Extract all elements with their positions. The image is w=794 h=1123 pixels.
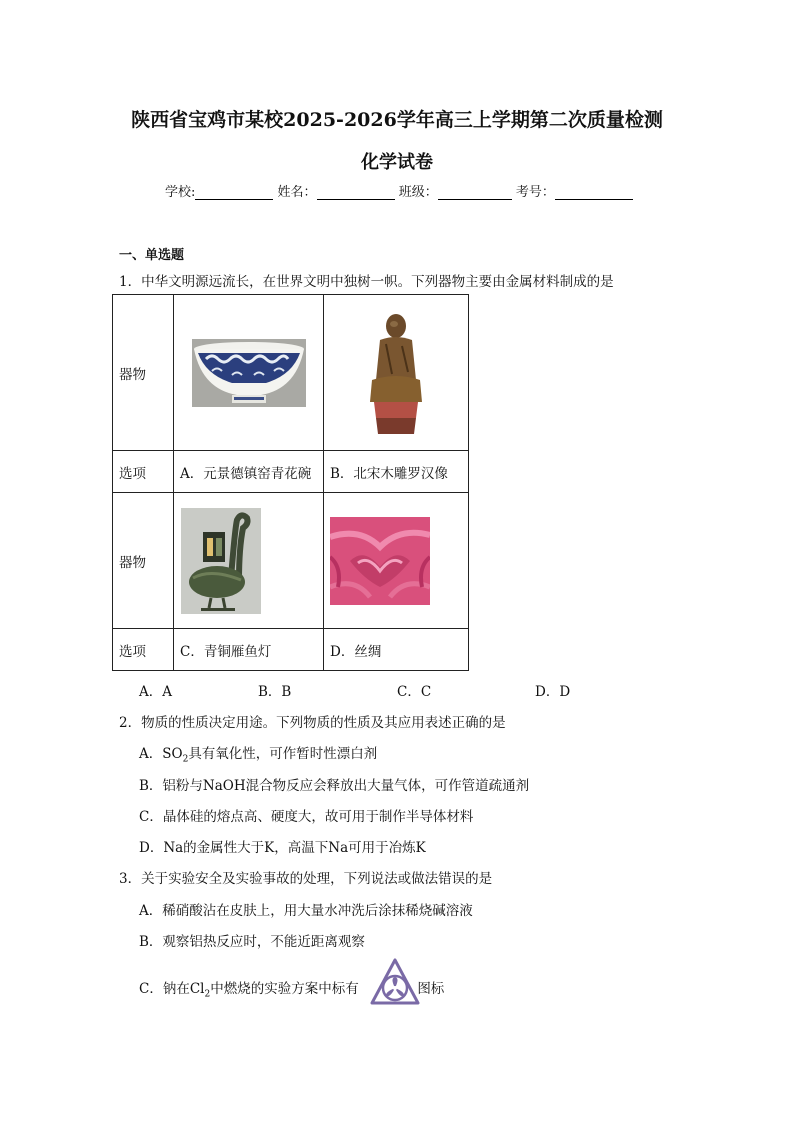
q1-answer-d[interactable]: D．D [535,684,571,700]
image-cell-a [174,295,324,451]
q2-option-a-sub: 2 [182,754,189,765]
exhaust-fan-icon [370,958,420,1006]
q1-answer-b[interactable]: B．B [258,684,292,700]
q3-option-c-sub: 2 [204,989,211,1000]
row-label: 选项 [113,451,174,493]
q2-option-d[interactable]: D．Na的金属性大于K，高温下Na可用于冶炼K [139,840,426,856]
student-info-fields [165,181,633,200]
q3-option-c-pre: C．钠在Cl [139,981,205,997]
image-cell-c [174,493,324,629]
row-label: 器物 [113,493,174,629]
school-blank [195,185,273,200]
q2-option-c[interactable]: C．晶体硅的熔点高、硬度大，故可用于制作半导体材料 [139,809,474,825]
q3-option-c-post: 图标 [417,981,445,997]
row-label: 器物 [113,295,174,451]
section-heading: 一、单选题 [119,248,185,263]
q1-table [112,294,469,671]
row-label: 选项 [113,629,174,671]
porcelain-bowl-image [192,339,306,407]
q2-stem: 2．物质的性质决定用途。下列物质的性质及其应用表述正确的是 [119,715,506,731]
q1-answer-c[interactable]: C．C [397,684,432,700]
exam-number-blank [555,185,633,200]
school-label: 学校: [165,185,196,200]
q3-option-c-mid: 中燃烧的实验方案中标有 [210,981,359,997]
class-label: 班级： [398,185,438,200]
q2-option-a-post: 具有氧化性，可作暂时性漂白剂 [188,746,378,762]
name-label: 姓名： [277,185,317,200]
q3-stem: 3．关于实验安全及实验事故的处理，下列说法或做法错误的是 [119,871,493,887]
option-c-cell: C．青铜雁鱼灯 [174,629,324,671]
q2-option-a-pre: A．SO [139,746,183,762]
exam-subtitle: 化学试卷 [361,152,433,173]
q3-option-a[interactable]: A．稀硝酸沾在皮肤上，用大量水冲洗后涂抹稀烧碱溶液 [139,903,473,919]
wooden-arhat-statue-image [364,310,428,436]
option-a-cell: A．元景德镇窑青花碗 [174,451,324,493]
q1-stem: 1．中华文明源远流长，在世界文明中独树一帜。下列器物主要由金属材料制成的是 [119,274,614,290]
name-blank [317,185,395,200]
q2-option-b[interactable]: B．铝粉与NaOH混合物反应会释放出大量气体，可作管道疏通剂 [139,778,530,794]
image-cell-d [324,493,469,629]
class-blank [438,185,512,200]
option-d-cell: D．丝绸 [324,629,469,671]
bronze-goose-fish-lamp-image [181,508,261,614]
option-b-cell: B．北宋木雕罗汉像 [324,451,469,493]
image-cell-b [324,295,469,451]
exam-title: 陕西省宝鸡市某校2025-2026学年高三上学期第二次质量检测 [131,109,663,131]
silk-fabric-image [330,517,430,605]
q1-answer-a[interactable]: A．A [139,684,172,700]
q2-option-a[interactable] [139,742,377,765]
q3-option-b[interactable]: B．观察铝热反应时，不能近距离观察 [139,934,365,950]
exam-number-label: 考号： [515,185,555,200]
